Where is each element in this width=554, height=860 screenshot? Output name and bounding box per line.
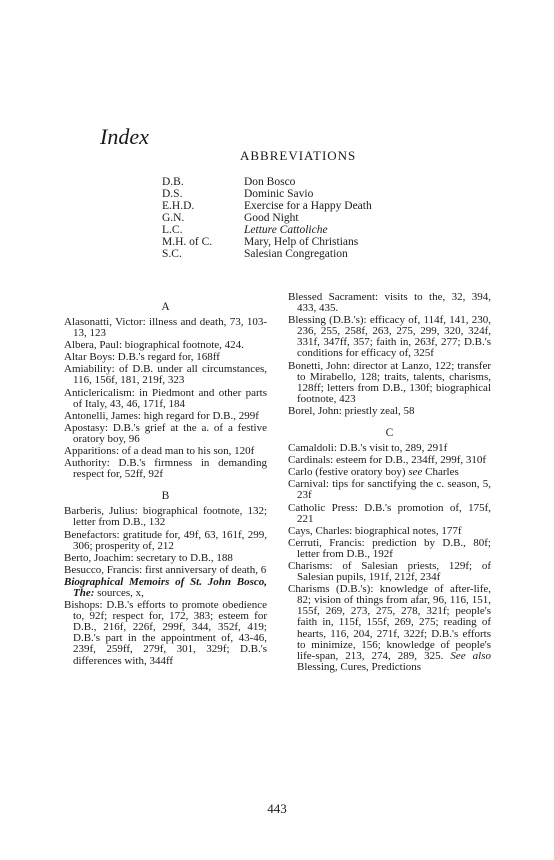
index-entry-text: Blessing (D.B.'s): efficacy of, 114f, 141, 230, 236, 255, 258f, 263, 275, 299, 320, 324f, 331f, 347ff, 357; faith in, 263f, 277; D.B.'s conditions for efficacy of, 325f <box>288 314 491 360</box>
abbreviation-key: S.C. <box>162 248 182 260</box>
index-entry <box>288 561 491 583</box>
index-entry-text: Catholic Press: D.B.'s promotion of, 175f, 221 <box>288 501 491 525</box>
index-entry <box>288 361 491 405</box>
index-entry <box>64 458 267 480</box>
index-entry-text: Authority: D.B.'s firmness in demanding respect for, 52ff, 92f <box>64 457 267 481</box>
index-entry-text: Apparitions: of a dead man to his son, 120f <box>64 445 255 458</box>
abbreviation-meaning: Salesian Congregation <box>244 248 348 260</box>
index-entry <box>288 455 491 466</box>
index-entry <box>288 526 491 537</box>
page-title: Index <box>100 124 149 149</box>
abbreviations-list <box>162 176 372 260</box>
index-entry <box>64 423 267 445</box>
abbreviation-key: M.H. of C. <box>162 236 213 248</box>
index-column-right <box>288 292 491 674</box>
index-letter-heading: C <box>385 427 394 440</box>
abbreviation-row <box>162 248 372 260</box>
abbreviation-meaning: Dominic Savio <box>244 188 314 200</box>
index-letter-heading: B <box>161 490 170 503</box>
abbreviation-key: L.C. <box>162 224 183 236</box>
index-entry-text: Antonelli, James: high regard for D.B., 299f <box>64 409 259 422</box>
abbreviation-row <box>162 200 372 212</box>
index-letter-heading: A <box>161 301 170 313</box>
index-entry-text: Amiability: of D.B. under all circumstances, 116, 156f, 181, 219f, 323 <box>64 363 267 387</box>
index-entry-text: Charisms: of Salesian priests, 129f; of Salesian pupils, 191f, 212f, 234f <box>288 559 491 584</box>
abbreviation-key: D.S. <box>162 188 183 200</box>
abbreviation-row <box>162 188 372 200</box>
index-entry-text: Carnival: tips for sanctifying the c. season, 5, 23f <box>288 478 491 502</box>
index-entry <box>64 340 267 351</box>
index-entry-text: Blessed Sacrament: visits to the, 32, 394, 433, 435. <box>288 291 491 315</box>
index-entry <box>64 600 267 667</box>
abbreviations-heading: ABBREVIATIONS <box>240 148 357 163</box>
index-entry <box>64 506 267 528</box>
abbreviation-meaning: Don Bosco <box>244 176 296 188</box>
index-entry <box>64 565 267 576</box>
index-entry <box>288 503 491 525</box>
abbreviation-meaning: Letture Cattoliche <box>244 224 328 236</box>
abbreviation-key: E.H.D. <box>162 200 195 212</box>
abbreviation-row <box>162 224 372 236</box>
abbreviation-meaning: Good Night <box>244 212 299 224</box>
index-entry <box>288 479 491 501</box>
abbreviation-row <box>162 212 372 224</box>
index-entry <box>64 530 267 552</box>
abbreviation-meaning: Exercise for a Happy Death <box>244 200 372 212</box>
abbreviation-key: G.N. <box>162 212 185 224</box>
index-entry-text: Benefactors: gratitude for, 49f, 63, 161f, 299, 306; prosperity of, 212 <box>64 528 267 552</box>
index-entry <box>64 411 267 422</box>
abbreviation-key: D.B. <box>162 176 184 188</box>
index-column-left <box>64 292 267 668</box>
index-cross-reference-label: see <box>405 466 423 479</box>
index-entry <box>288 315 491 359</box>
index-entry-text: Alasonatti, Victor: illness and death, 73, 103-13, 123 <box>64 316 267 340</box>
abbreviation-meaning: Mary, Help of Christians <box>244 236 359 248</box>
index-entry <box>64 446 267 457</box>
index-cross-reference: Charles <box>422 466 459 479</box>
index-cross-reference-label: See also <box>443 649 491 662</box>
index-entry <box>64 577 267 599</box>
index-entry <box>64 553 267 564</box>
abbreviation-row <box>162 236 372 248</box>
index-entry <box>288 467 491 478</box>
index-entry-text: Cerruti, Francis: prediction by D.B., 80f; letter from D.B., 192f <box>288 536 491 560</box>
index-entry <box>288 292 491 314</box>
index-entry <box>288 406 491 417</box>
index-entry-text: Carlo (festive oratory boy) <box>288 466 406 479</box>
index-entry-text: Anticlericalism: in Piedmont and other parts of Italy, 43, 46, 171f, 184 <box>64 386 267 410</box>
index-entry-text: Borel, John: priestly zeal, 58 <box>288 404 415 417</box>
index-entry <box>288 584 491 673</box>
index-entry <box>288 538 491 560</box>
page-number: 443 <box>267 801 287 816</box>
abbreviation-row <box>162 176 372 188</box>
index-entry <box>64 388 267 410</box>
index-entry <box>288 443 491 454</box>
index-entry-text: Cardinals: esteem for D.B., 234ff, 299f, 310f <box>288 454 487 467</box>
index-entry <box>64 317 267 339</box>
index-entry-text: Bishops: D.B.'s efforts to promote obedience to, 92f; respect for, 172, 383; esteem for D.B., 216f, 226f, 299f, 344, 352f, 419; D.B.'s part in the appointment of, 43-46, 239f, 259ff, 279f, 301, 329f; D.B.'s differences with, 344ff <box>64 599 267 667</box>
index-entry <box>64 364 267 386</box>
index-entry-text: Cays, Charles: biographical notes, 177f <box>288 524 462 537</box>
index-entry <box>64 352 267 363</box>
index-entry-text: Besucco, Francis: first anniversary of death, 6 <box>64 563 267 576</box>
index-entry-text: Camaldoli: D.B.'s visit to, 289, 291f <box>288 442 448 455</box>
index-entry-text: Albera, Paul: biographical footnote, 424. <box>64 339 244 352</box>
index-entry-title: Biographical Memoirs of St. John Bosco, The: <box>64 575 267 599</box>
index-entry-text: Apostasy: D.B.'s grief at the a. of a festive oratory boy, 96 <box>64 421 267 445</box>
index-entry-text: Bonetti, John: director at Lanzo, 122; transfer to Mirabello, 128; traits, talents, charisms, 128ff; letters from D.B., 130f; biographical footnote, 423 <box>288 359 491 405</box>
index-entry-text: Charisms (D.B.'s): knowledge of after-life, 82; vision of things from afar, 96, 116, 151, 155f, 269, 273, 275, 278, 321f; people's faith in, 115f, 155f, 269, 275; reading of hearts, 116, 204, 271f, 322f; D.B.'s efforts to minimize, 156; knowledge of people's life-span, 213, 274, 289, 325. <box>288 583 491 662</box>
index-entry-text: sources, x, <box>94 586 144 599</box>
index-entry-text: Altar Boys: D.B.'s regard for, 168ff <box>64 351 220 364</box>
index-entry-text: Barberis, Julius: biographical footnote, 132; letter from D.B., 132 <box>64 505 267 529</box>
index-cross-reference: Blessing, Cures, Predictions <box>297 660 422 673</box>
index-entry-text: Berto, Joachim: secretary to D.B., 188 <box>64 551 233 564</box>
